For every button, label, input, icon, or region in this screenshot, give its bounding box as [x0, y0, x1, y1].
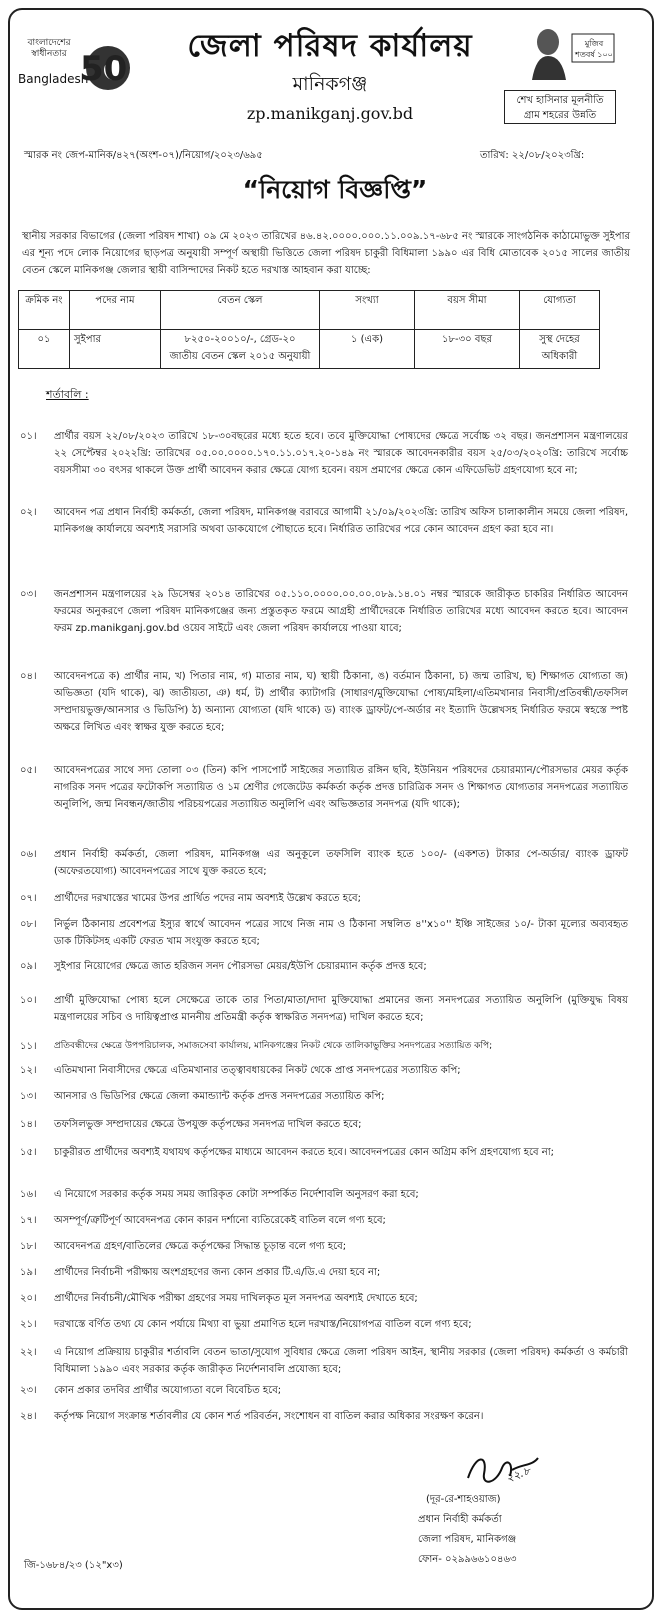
condition-number: ০৪। [20, 671, 37, 682]
condition-item [20, 1038, 632, 1058]
condition-text: প্রার্থী মুক্তিযোদ্ধা পোষ্য হলে সেক্ষেত্রে তাকে তার পিতা/মাতা/দাদা মুক্তিযোদ্ধা প্রমানের জন্য সনদপত্রের সত্যায়িত অনুলিপি (মুক্তিযুদ্ধ বিষয় মন্ত্রণালয়ের সচিব ও দায়িত্বপ্রাপ্ত মাননীয় প্রতিমন্ত্রী কর্তৃক স্বাক্ষরিত সনদপত্র) দাখিল করতে হবে; [54, 995, 628, 1023]
condition-number: ০৮। [20, 919, 37, 930]
header-scale: বেতন স্কেল [161, 291, 320, 330]
district-name: মানিকগঞ্জ [292, 73, 368, 95]
condition-item [20, 1290, 632, 1310]
condition-number: ১০। [20, 995, 37, 1006]
header-post: পদের নাম [70, 291, 161, 330]
condition-item [20, 1186, 632, 1206]
condition-number: ১৯। [20, 1267, 37, 1278]
condition-text: এ নিয়োগে সরকার কর্তৃক সময় সময় জারিকৃত কোটা সম্পর্কিত নির্দেশাবলি অনুসরণ করা হবে; [54, 1189, 419, 1200]
condition-text: কোন প্রকার তদবির প্রার্থীর অযোগ্যতা বলে বিবেচিত হবে; [54, 1385, 282, 1396]
condition-number: ০৩। [20, 589, 37, 600]
condition-number: ০৭। [20, 893, 37, 904]
conditions-heading: শর্তাবলি : [46, 388, 89, 401]
condition-item [20, 1264, 632, 1284]
condition-text: এতিমখানা নিবাসীদের ক্ষেত্রে এতিমখানার তত্ত্বাবধায়কের নিকট থেকে প্রাপ্ত সনদপত্রের সত্যায়িত কপি; [54, 1065, 461, 1076]
condition-item [20, 1316, 632, 1336]
cell-scale-line-2: জাতীয় বেতন স্কেল ২০১৫ অনুযায়ী [169, 351, 311, 362]
condition-text: কর্তৃপক্ষ নিয়োগ সংক্রান্ত শর্তাবলীর যে কোন শর্ত পরিবর্তন, সংশোধন বা বাতিল করার অধিকার সংরক্ষণ করেন। [54, 1411, 484, 1422]
condition-number: ১৩। [20, 1091, 37, 1102]
condition-number: ২১। [20, 1319, 37, 1330]
signatory-name: (দূর-রে-শাহওয়াজ) [426, 1494, 501, 1505]
logo-label: Bangladesh [18, 72, 89, 86]
header-serial: ক্রমিক নং [19, 291, 70, 330]
signatory-designation: প্রধান নির্বাহী কর্মকর্তা [418, 1514, 502, 1525]
condition-item [20, 846, 632, 880]
condition-item [20, 1116, 632, 1136]
condition-text: নির্ভুল ঠিকানায় প্রবেশপত্র ইস্যুর স্বার্থে আবেদন পত্রের সাথে নিজ নাম ও ঠিকানা সম্বলিত ৪''x১০'' ইঞ্চি সাইজের ১০/- টাকা মূল্যের অব্যবহৃত ডাক টিকিটসহ একটি ফেরত খাম সংযুক্ত করতে হবে; [54, 919, 628, 947]
header-qualification: যোগ্যতা [520, 291, 600, 330]
memo-number: স্মারক নং জেপ-মানিক/৪২৭(অংশ-০৭)/নিয়োগ/২০২৩/৬৯৫ [24, 150, 263, 161]
condition-item [20, 1344, 632, 1380]
condition-item [20, 1212, 632, 1232]
condition-text: আবেদনপত্রে ক) প্রার্থীর নাম, খ) পিতার নাম, গ) মাতার নাম, ঘ) স্থায়ী ঠিকানা, ঙ) বর্তমান ঠিকানা, চ) জন্ম তারিখ, ছ) শিক্ষাগত যোগ্যতা জ) অভিজ্ঞতা (যদি থাকে), ঝ) জাতীয়তা, ঞ) ধর্ম, ট) প্রার্থীর ক্যাটাগরি (সাধারণ/মুক্তিযোদ্ধা পোষ্য/মহিলা/এতিমখানার নিবাসী/প্রতিবন্ধী/তফসিল সম্প্রদায়ভুক্ত/আনসার ও ভিডিপি) ঠ) অন্যান্য যোগ্যতা (যদি থাকে) ড) ব্যাংক ড্রাফট/পে-অর্ডার নং ইত্যাদি উল্লেখসহ নির্ধারিত ফরমে স্বহস্তে স্পষ্ট অক্ষরে লিখিত এবং স্বাক্ষর যুক্ত করতে হবে; [54, 671, 628, 733]
job-table [18, 290, 600, 369]
condition-text: প্রতিবন্ধীদের ক্ষেত্রে উপপরিচালক, সমাজসেবা কার্যালয়, মানিকগঞ্জের নিকট থেকে তালিকাভুক্তির সনদপত্রের সত্যায়িত কপি; [54, 1041, 493, 1051]
condition-number: ২২। [20, 1347, 37, 1358]
footer-code: জি-১৬৮৪/২৩ (১২"x৩) [24, 1560, 123, 1571]
motto-box [504, 90, 616, 124]
condition-item [20, 1144, 632, 1180]
condition-text: আবেদন পত্র প্রধান নির্বাহী কর্মকর্তা, জেলা পরিষদ, মানিকগঞ্জ বরাবরে আগামী ২১/০৯/২০২৩খ্রি: তারিখ অফিস চালাকালীন সময়ে জেলা পরিষদ, মানিকগঞ্জ কার্যালয়ে অবশ্যই সরাসরি অথবা ডাকযোগে পৌছাতে হবে। নির্ধারিত তারিখের পরে কোন আবেদন গ্রহণ করা হবে না। [54, 507, 628, 535]
cell-scale [161, 330, 320, 369]
cell-serial: ০১ [19, 330, 70, 369]
condition-number: ১৫। [20, 1147, 37, 1158]
intro-paragraph: স্থানীয় সরকার বিভাগের (জেলা পরিষদ শাখা) ০৯ মে ২০২৩ তারিখের ৪৬.৪২.০০০০.০০০.১১.০০৯.১৭-৬৮৫ নং স্মারকে সাংগঠনিক কাঠামোভুক্ত সুইপার এর শূন্য পদে লোক নিয়োগের ছাড়পত্র অনুযায়ী সম্পূর্ণ অস্থায়ী ভিত্তিতে জেলা পরিষদ চাকুরী বিধিমালা ১৯৯০ এর বিধি মোতাবেক ২০১৫ সালের জাতীয় বেতন স্কেলে মানিকগঞ্জ জেলার স্থায়ী বাসিন্দাদের নিকট হতে দরখাস্ত আহবান করা যাচ্ছে: [22, 231, 630, 276]
office-title: জেলা পরিষদ কার্যালয় [187, 28, 473, 64]
condition-number: ০৫। [20, 765, 37, 776]
memo-date: তারিখ: ২২/০৮/২০২৩খ্রি: [480, 150, 585, 161]
condition-item [20, 1062, 632, 1082]
signatory-block [418, 1490, 628, 1570]
condition-number: ১১। [20, 1041, 37, 1052]
notice-heading: “নিয়োগ বিজ্ঞপ্তি” [242, 175, 428, 204]
signature-date: ২২.৮ [504, 1464, 533, 1485]
condition-item [20, 428, 632, 496]
condition-number: ১৭। [20, 1215, 37, 1226]
condition-number: ১৪। [20, 1119, 37, 1130]
logo-number: 50 [80, 49, 128, 89]
condition-text: প্রার্থীদের দরখাস্তের খামের উপর প্রার্থিত পদের নাম অবশ্যই উল্লেখ করতে হবে; [54, 893, 361, 904]
condition-text: জনপ্রশাসন মন্ত্রণালয়ের ২৯ ডিসেম্বর ২০১৪ তারিখের ০৫.১১০.০০০০.০০.০০.০৮৯.১৪.০১ নম্বর স্মারকে জারীকৃত চাকরির নির্ধারিত আবেদন ফরমের অনুকরণে জেলা পরিষদ মানিকগঞ্জের জন্য প্রস্তুতকৃত ফরমে আগ্রহী প্রার্থীদেরকে নির্ধারিত তারিখের মধ্যে আবেদন করতে হবে। আবেদন ফরম zp.manikganj.gov.bd ওয়েব সাইটে এবং জেলা পরিষদ কার্যালয়ে পাওয়া যাবে; [54, 589, 628, 634]
mujib-centenary-logo [528, 24, 618, 80]
condition-text: আনসার ও ভিডিপির ক্ষেত্রে জেলা কমান্ড্যান্ট কর্তৃক প্রদত্ত সনদপত্রের সত্যায়িত কপি; [54, 1091, 385, 1102]
condition-text: প্রার্থীদের নির্বাচনী/মৌখিক পরীক্ষা গ্রহণের সময় দাখিলকৃত মূল সনদপত্র অবশ্যই দেখাতে হবে; [54, 1293, 418, 1304]
condition-text: অসম্পূর্ণ/ত্রুটিপূর্ণ আবেদনপত্র কোন কারন দর্শানো ব্যতিরেকেই বাতিল বলে গণ্য হবে; [54, 1215, 386, 1226]
condition-number: ০১। [20, 431, 37, 442]
condition-number: ০৬। [20, 849, 37, 860]
condition-item [20, 668, 632, 742]
condition-text: প্রার্থীদের নির্বাচনী পরীক্ষায় অংশগ্রহণের জন্য কোন প্রকার টি.এ/ডি.এ দেয়া হবে না; [54, 1267, 381, 1278]
condition-item [20, 1382, 632, 1402]
condition-item [20, 992, 632, 1030]
table-row [19, 330, 600, 369]
condition-number: ২৪। [20, 1411, 37, 1422]
condition-number: ১২। [20, 1065, 37, 1076]
condition-text: দরখাস্তে বর্ণিত তথ্য যে কোন পর্যায়ে মিথ্যা বা ভুয়া প্রমাণিত হলে দরখাস্ত/নিয়োগপত্র বাতিল বলে গণ্য হবে; [54, 1319, 472, 1330]
portrait-caption: মুজিব শতবর্ষ ১০০ [575, 39, 613, 59]
header-age: বয়স সীমা [415, 291, 520, 330]
signatory-phone: ফোন- ০২৯৯৬৬১০৪৬৩ [418, 1554, 517, 1565]
condition-number: ০২। [20, 507, 37, 518]
condition-number: ১৬। [20, 1189, 37, 1200]
website-link[interactable]: zp.manikganj.gov.bd [246, 104, 414, 123]
condition-text: আবেদনপত্র গ্রহণ/বাতিলের ক্ষেত্রে কর্তৃপক্ষের সিদ্ধান্ত চূড়ান্ত বলে গণ্য হবে; [54, 1241, 347, 1252]
condition-text: চাকুরীরত প্রার্থীদের অবশ্যই যথাযথ কর্তৃপক্ষের মাধ্যমে আবেদন করতে হবে। আবেদনপত্রের কোন অগ্রিম কপি গ্রহণযোগ্য হবে না; [54, 1147, 555, 1158]
cell-post: সুইপার [70, 330, 161, 369]
motto-line-2: গ্রাম শহরের উন্নতি [523, 110, 597, 121]
condition-item [20, 958, 632, 984]
bangladesh-50-logo [18, 36, 133, 98]
cell-age: ১৮-৩০ বছর [415, 330, 520, 369]
condition-text: সুইপার নিয়োগের ক্ষেত্রে জাত হরিজন সনদ পৌরসভা মেয়র/ইউপি চেয়ারম্যান কর্তৃক প্রদত্ত হবে; [54, 961, 427, 972]
condition-item [20, 1088, 632, 1108]
fifty-emblem-icon [74, 36, 134, 98]
condition-item [20, 916, 632, 952]
condition-item [20, 1238, 632, 1258]
cell-count: ১ (এক) [320, 330, 415, 369]
condition-text: এ নিয়োগ প্রক্রিয়ায় চাকুরীর শর্তাবলি বেতন ভাতা/সুযোগ সুবিধার ক্ষেত্রে জেলা পরিষদ আইন, স্থানীয় সরকার (জেলা পরিষদ) কর্মকর্তা ও কর্মচারী বিধিমালা ১৯৯০ এবং সরকার কর্তৃক জারীকৃত নির্দেশনাবলি প্রযোজ্য হবে; [54, 1347, 628, 1375]
signatory-office: জেলা পরিষদ, মানিকগঞ্জ [418, 1534, 517, 1545]
condition-item [20, 1408, 632, 1430]
condition-number: ০৯। [20, 961, 37, 972]
cell-scale-line-1: ৮২৫০-২০০১০/-, গ্রেড-২০ [184, 334, 296, 345]
motto-line-1: শেখ হাসিনার মূলনীতি [516, 95, 604, 106]
condition-text: আবেদনপত্রের সাথে সদ্য তোলা ০৩ (তিন) কপি পাসপোর্ট সাইজের সত্যায়িত রঙ্গিন ছবি, ইউনিয়ন পরিষদের চেয়ারম্যান/পৌরসভার মেয়র কর্তৃক নাগরিক সনদ পত্রের ফটোকপি সত্যায়িত ও ১ম শ্রেণীর গেজেটেড কর্মকর্তা কর্তৃক প্রদত্ত চারিত্রিক সনদ ও শিক্ষাগত যোগ্যতার সনদপত্রের সত্যায়িত অনুলিপি, জন্ম নিবন্ধন/জাতীয় পরিচয়পত্রের সত্যায়িত অনুলিপি এবং অভিজ্ঞতার সনদপত্র (যদি থাকে); [54, 765, 628, 810]
condition-number: ১৮। [20, 1241, 37, 1252]
cell-qualification: সুস্থ দেহের অধিকারী [520, 330, 600, 369]
condition-item [20, 890, 632, 912]
header-count: সংখ্যা [320, 291, 415, 330]
signature [462, 1448, 542, 1492]
condition-number: ২০। [20, 1293, 37, 1304]
condition-text: প্রধান নির্বাহী কর্মকর্তা, জেলা পরিষদ, মানিকগঞ্জ এর অনুকূলে তফসিলি ব্যাংক হতে ১০০/- (একশত) টাকার পে-অর্ডার/ ব্যাংক ড্রাফট (অফেরতযোগ্য) আবেদনপত্রের সাথে যুক্ত করতে হবে; [54, 849, 628, 877]
condition-text: তফসিলভুক্ত সম্প্রদায়ের ক্ষেত্রে উপযুক্ত কর্তৃপক্ষের সনদপত্র দাখিল করতে হবে; [54, 1119, 362, 1130]
condition-item [20, 504, 632, 560]
table-header-row [19, 291, 600, 330]
condition-item [20, 586, 632, 646]
logo-text: বাংলাদেশের স্বাধীনতার [27, 38, 71, 59]
condition-item [20, 762, 632, 830]
condition-number: ২৩। [20, 1385, 37, 1396]
condition-text: প্রার্থীর বয়স ২২/০৮/২০২৩ তারিখে ১৮-৩০বছরের মধ্যে হতে হবে। তবে মুক্তিযোদ্ধা পোষ্যদের ক্ষেত্রে সর্বোচ্চ ৩২ বছর। জনপ্রশাসন মন্ত্রণালয়ের ২২ সেপ্টেম্বর ২০২২খ্রি: তারিখের ০৫.০০.০০০০.১৭০.১১.০১৭.২০-১৪৯ নং স্মারকে আবেদনকারীর বয়স ২৫/০৩/২০২০খ্রি: তারিখে সর্বোচ্চ বয়সসীমা ৩০ বৎসর থাকলে উক্ত প্রার্থী আবেদন করার ক্ষেত্রে যোগ্য হবেন। বয়স প্রমাণের ক্ষেত্রে কোন এফিডেভিট গ্রহণযোগ্য হবে না; [54, 431, 628, 476]
